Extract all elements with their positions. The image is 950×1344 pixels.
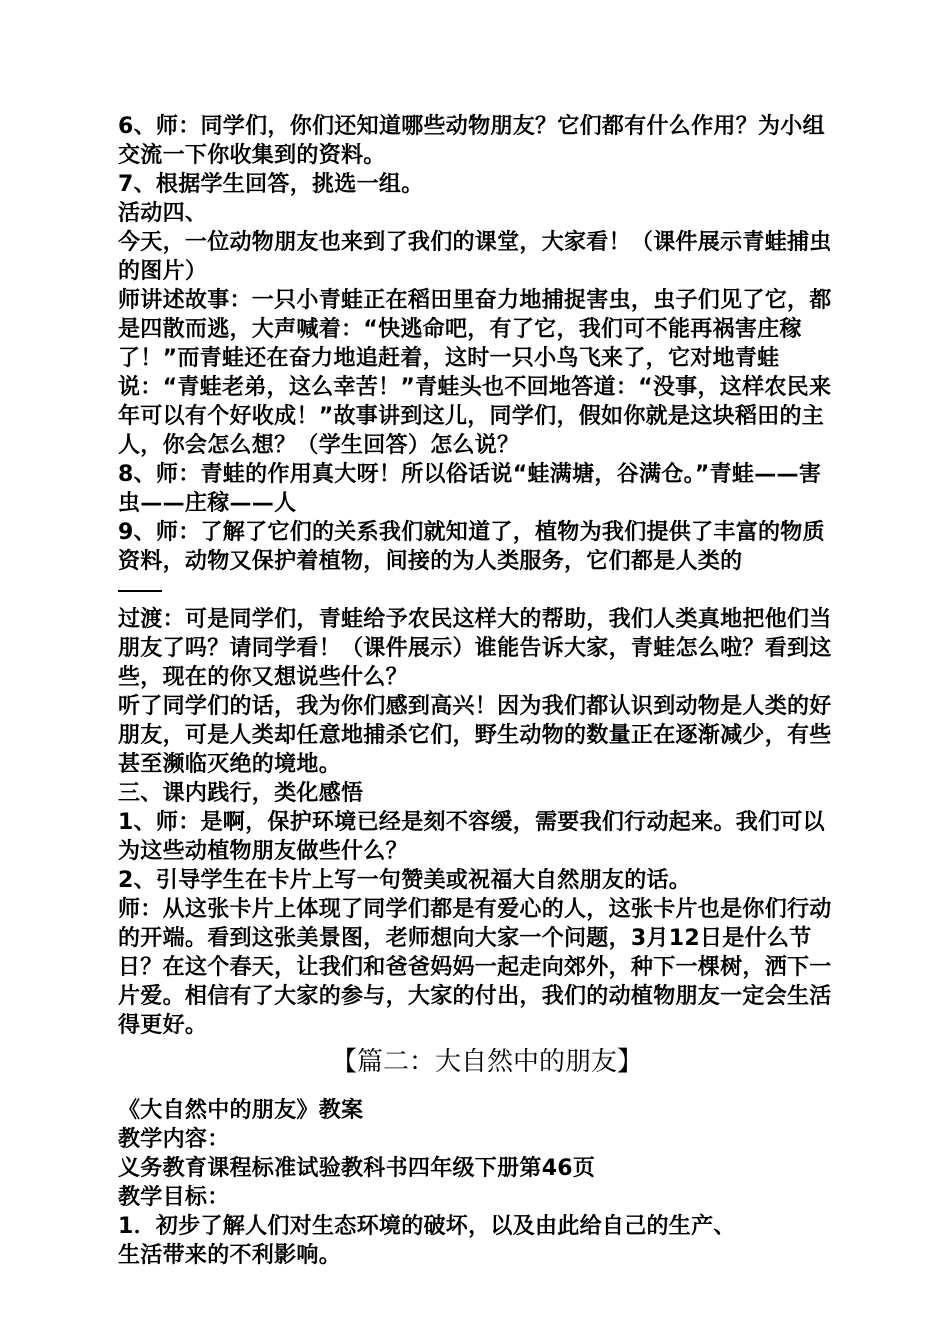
paragraph: 师：从这张卡片上体现了同学们都是有爱心的人，这张卡片也是你们行动的开端。看到这张美景图，老师想向大家一个问题，3月12日是什么节日？在这个春天，让我们和爸爸妈妈一起走向郊外，种下一棵树，洒下一片爱。相信有了大家的参与，大家的付出，我们的动植物朋友一定会生活得更好。 bbox=[118, 897, 832, 1038]
paragraph: 师讲述故事：一只小青蛙正在稻田里奋力地捕捉害虫，虫子们见了它，都是四散而逃，大声喊着：“快逃命吧，有了它，我们可不能再祸害庄稼了！”而青蛙还在奋力地追赶着，这时一只小鸟飞来了，它对地青蛙说：“青蛙老弟，这么幸苦！”青蛙头也不回地答道：“没事，这样农民来年可以有个好收成！”故事讲到这儿，同学们，假如你就是这块稻田的主人，你会怎么想？（学生回答）怎么说？ bbox=[118, 288, 832, 458]
heading-objectives: 教学目标： bbox=[118, 1185, 230, 1210]
paragraph: 过渡：可是同学们，青蛙给予农民这样大的帮助，我们人类真地把他们当朋友了吗？请同学看！（课件展示）谁能告诉大家，青蛙怎么啦？看到这些，现在的你又想说些什么？ bbox=[118, 607, 832, 690]
spacer bbox=[118, 1082, 836, 1096]
paragraph: 活动四、 bbox=[118, 201, 208, 226]
paragraph: 7、根据学生回答，挑选一组。 bbox=[118, 172, 424, 197]
heading-content: 教学内容： bbox=[118, 1127, 230, 1152]
paragraph: 生活带来的不利影响。 bbox=[118, 1243, 342, 1268]
blank-dash bbox=[118, 576, 836, 605]
paragraph: 2、引导学生在卡片上写一句赞美或祝福大自然朋友的话。 bbox=[118, 868, 692, 893]
paragraph: 三、课内践行，类化感悟 bbox=[118, 781, 364, 806]
paragraph: 义务教育课程标准试验教科书四年级下册第46页 bbox=[118, 1156, 596, 1181]
lesson-plan-title: 《大自然中的朋友》教案 bbox=[118, 1098, 364, 1123]
paragraph: 1．初步了解人们对生态环境的破坏，以及由此给自己的生产、 bbox=[118, 1214, 736, 1239]
paragraph: 6、师：同学们，你们还知道哪些动物朋友？它们都有什么作用？为小组交流一下你收集到的资料。 bbox=[118, 114, 825, 168]
document-body bbox=[118, 112, 836, 1270]
paragraph: 今天，一位动物朋友也来到了我们的课堂，大家看！（课件展示青蛙捕虫的图片） bbox=[118, 230, 832, 284]
paragraph: 9、师：了解了它们的关系我们就知道了，植物为我们提供了丰富的物质资料，动物又保护着植物，间接的为人类服务，它们都是人类的 bbox=[118, 520, 825, 574]
paragraph: 听了同学们的话，我为你们感到高兴！因为我们都认识到动物是人类的好朋友，可是人类却任意地捕杀它们，野生动物的数量正在逐渐减少，有些甚至濒临灭绝的境地。 bbox=[118, 694, 832, 777]
paragraph: 1、师：是啊，保护环境已经是刻不容缓，需要我们行动起来。我们可以为这些动植物朋友做些什么？ bbox=[118, 810, 825, 864]
paragraph: 8、师：青蛙的作用真大呀！所以俗话说“蛙满塘，谷满仓。”青蛙——害虫——庄稼——人 bbox=[118, 462, 822, 516]
section-title: 【篇二：大自然中的朋友】 bbox=[330, 1047, 643, 1077]
